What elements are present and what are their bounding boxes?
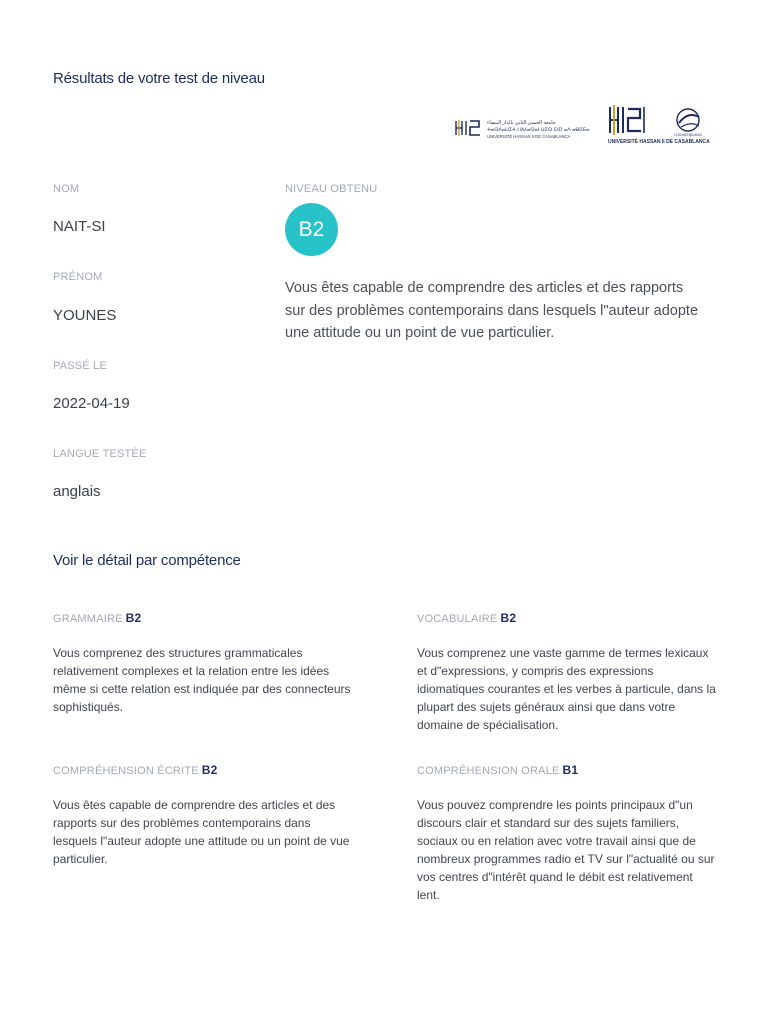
langue-label: LANGUE TESTÉE bbox=[53, 448, 147, 460]
logo-arabic: جامعة الحسن الثاني بالدار البيضاء bbox=[487, 120, 556, 126]
loghat-logo-right bbox=[606, 103, 712, 147]
skill-name: COMPRÉHENSION ÉCRITE bbox=[53, 765, 199, 777]
logo-tifinagh: ⵜⴰⵙⴷⴰⵡⵉⵜ ⵏ ⵍⵃⴰⵙⴰⵏ ⵡⵉⵙ ⵙⵉⵏ ⴰⴷ ⴰⴱⵉⴹⴰ bbox=[487, 127, 590, 133]
logo-latin-right: UNIVERSITÉ HASSAN II DE CASABLANCA bbox=[608, 139, 710, 145]
page-title: Résultats de votre test de niveau bbox=[53, 70, 265, 87]
niveau-label: NIVEAU OBTENU bbox=[285, 183, 378, 195]
skill-description: Vous pouvez comprendre les points principaux d"un discours clair et standard sur des sujets familiers, sociaux ou en relation avec votre travail ainsi que de nombreux programmes radio et TV sur l"actualité ou sur vos centres d"intérêt quand le débit est relativement lent. bbox=[417, 798, 715, 902]
level-description: Vous êtes capable de comprendre des articles et des rapports sur des problèmes contemporains dans lesquels l"auteur adopte une attitude ou un point de vue particulier. bbox=[285, 280, 699, 341]
prenom-label: PRÉNOM bbox=[53, 271, 103, 283]
nom-label: NOM bbox=[53, 183, 80, 195]
logo-small-text: LOGHAT@UHAC bbox=[674, 133, 703, 137]
section-title: Voir le détail par compétence bbox=[53, 552, 241, 569]
skill-name: COMPRÉHENSION ORALE bbox=[417, 765, 560, 777]
skill-name: GRAMMAIRE bbox=[53, 613, 123, 625]
prenom-value: YOUNES bbox=[53, 307, 117, 324]
skill-grammaire bbox=[53, 611, 353, 716]
logo-latin: UNIVERSITÉ HASSAN II DE CASABLANCA bbox=[487, 134, 571, 139]
university-logo-left bbox=[453, 103, 590, 147]
langue-value: anglais bbox=[53, 483, 101, 500]
skill-name: VOCABULAIRE bbox=[417, 613, 498, 625]
skill-description: Vous comprenez une vaste gamme de termes lexicaux et d"expressions, y compris des expressions idiomatiques courantes et les verbes à particule, dans la plupart des sujets généraux ainsi que dans votre domaine de spécialisation. bbox=[417, 646, 716, 732]
level-badge: B2 bbox=[285, 203, 338, 256]
nom-value: NAIT-SI bbox=[53, 218, 106, 235]
skill-description: Vous comprenez des structures grammaticales relativement complexes et la relation entre les idées même si cette relation est indiquée par des connecteurs sophistiqués. bbox=[53, 646, 351, 714]
skill-level: B2 bbox=[201, 763, 218, 777]
skill-comprehension-ecrite bbox=[53, 763, 353, 868]
passe-le-label: PASSÉ LE bbox=[53, 360, 107, 372]
skill-level: B1 bbox=[562, 763, 579, 777]
skill-description: Vous êtes capable de comprendre des articles et des rapports sur des problèmes contemporains dans lesquels l"auteur adopte une attitude ou un point de vue particulier. bbox=[53, 798, 350, 866]
skill-level: B2 bbox=[500, 611, 517, 625]
skill-level: B2 bbox=[125, 611, 142, 625]
passe-le-value: 2022-04-19 bbox=[53, 395, 130, 412]
skill-comprehension-orale bbox=[417, 763, 717, 904]
skill-vocabulaire bbox=[417, 611, 717, 734]
